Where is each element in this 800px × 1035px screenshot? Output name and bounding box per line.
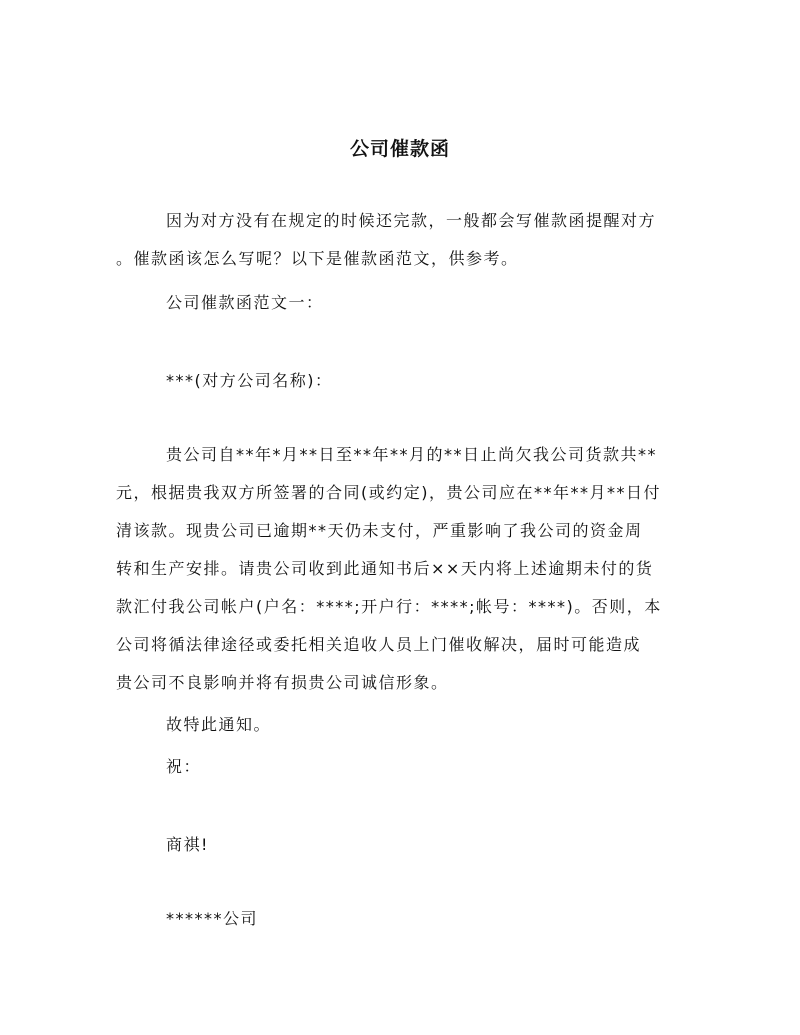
sample-heading: 公司催款函范文一： — [166, 293, 324, 312]
wish-line: 祝： — [166, 757, 202, 776]
signature: ******公司 — [166, 909, 259, 928]
body-line: 元，根据贵我双方所签署的合同(或约定)，贵公司应在**年**月**日付 — [116, 483, 661, 502]
document-title: 公司催款函 — [349, 138, 450, 160]
body-line: 贵公司自**年*月**日至**年**月的**日止尚欠我公司货款共** — [166, 445, 658, 464]
intro-line: 因为对方没有在规定的时候还完款，一般都会写催款函提醒对方 — [166, 211, 657, 230]
body-line: 转和生产安排。请贵公司收到此通知书后××天内将上述逾期未付的货 — [116, 559, 654, 578]
closing-line: 商祺! — [166, 835, 209, 854]
body-line: 款汇付我公司帐户(户名：****;开户行：****;帐号：****)。否则，本 — [116, 597, 662, 616]
body-line: 公司将循法律途径或委托相关追收人员上门催收解决，届时可能造成 — [116, 635, 642, 654]
salutation: ***(对方公司名称)： — [166, 371, 333, 390]
body-line: 贵公司不良影响并将有损贵公司诚信形象。 — [116, 673, 449, 692]
intro-paragraph — [116, 202, 686, 278]
body-paragraph — [116, 436, 686, 702]
notice-line: 故特此通知。 — [166, 715, 272, 734]
body-line: 清该款。现贵公司已逾期**天仍未支付，严重影响了我公司的资金周 — [116, 521, 643, 540]
intro-line: 。催款函该怎么写呢？以下是催款函范文，供参考。 — [116, 249, 519, 268]
